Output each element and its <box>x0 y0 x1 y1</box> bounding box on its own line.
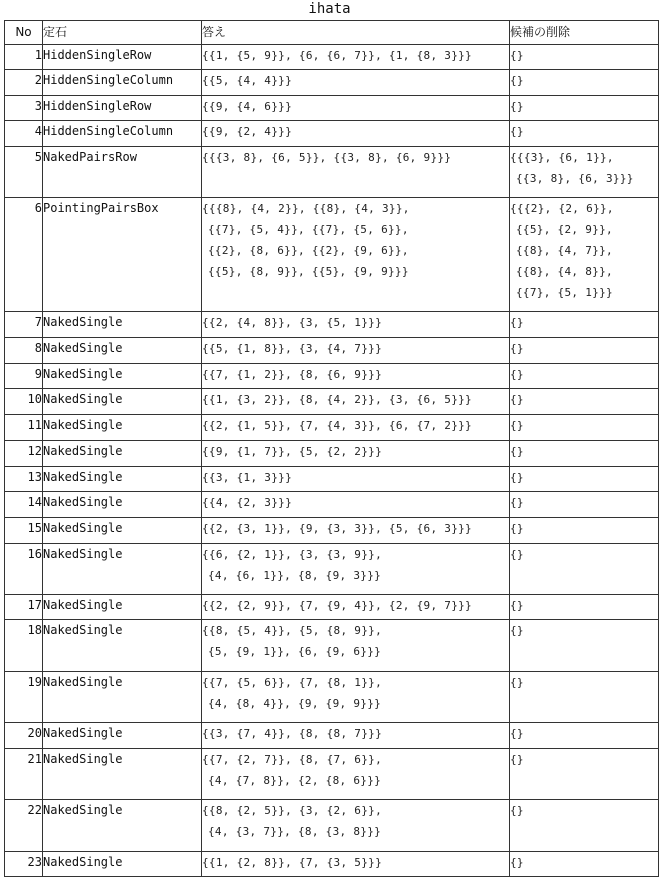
table-row <box>5 544 659 595</box>
row-number: 6 <box>5 198 43 312</box>
elimination-line: {} <box>510 49 524 62</box>
row-answer <box>202 749 510 800</box>
row-elimination <box>510 749 659 800</box>
elimination-line: {} <box>510 445 524 458</box>
table-row <box>5 749 659 800</box>
row-elimination <box>510 364 659 389</box>
answer-line: {{7, {1, 2}}, {8, {6, 9}}} <box>202 368 382 381</box>
elimination-line: {{{2}, {2, 6}}, <box>510 202 614 215</box>
elimination-line: {{7}, {5, 1}}} <box>516 286 613 299</box>
elimination-line: {{{3}, {6, 1}}, <box>510 151 614 164</box>
elimination-line: {} <box>510 368 524 381</box>
answer-line: {{1, {3, 2}}, {8, {4, 2}}, {3, {6, 5}}} <box>202 393 472 406</box>
row-elimination <box>510 45 659 70</box>
row-pattern: NakedSingle <box>43 723 202 749</box>
answer-line: {{7}, {5, 4}}, {{7}, {5, 6}}, <box>208 223 409 236</box>
row-pattern: NakedSingle <box>43 620 202 672</box>
row-number: 20 <box>5 723 43 749</box>
row-pattern: NakedSingle <box>43 364 202 389</box>
row-number: 12 <box>5 441 43 467</box>
row-answer <box>202 800 510 852</box>
row-answer <box>202 852 510 877</box>
row-number: 15 <box>5 518 43 544</box>
row-answer <box>202 338 510 364</box>
table-row <box>5 96 659 121</box>
table-row <box>5 389 659 415</box>
row-pattern: NakedSingle <box>43 441 202 467</box>
row-number: 21 <box>5 749 43 800</box>
row-number: 8 <box>5 338 43 364</box>
row-answer <box>202 492 510 518</box>
elimination-line: {} <box>510 753 524 766</box>
answer-line: {{{3, 8}, {6, 5}}, {{3, 8}, {6, 9}}} <box>202 151 452 164</box>
header-elimination: 候補の削除 <box>510 21 659 45</box>
table-row <box>5 441 659 467</box>
answer-line: {{4, {2, 3}}} <box>202 496 292 509</box>
answer-line: {{7, {5, 6}}, {7, {8, 1}}, <box>202 676 382 689</box>
row-number: 3 <box>5 96 43 121</box>
table-row <box>5 492 659 518</box>
row-number: 10 <box>5 389 43 415</box>
row-elimination <box>510 121 659 147</box>
page-title: ihata <box>308 1 351 17</box>
row-number: 23 <box>5 852 43 877</box>
elimination-line: {} <box>510 125 524 138</box>
row-number: 17 <box>5 595 43 620</box>
table-row <box>5 338 659 364</box>
table-row <box>5 723 659 749</box>
row-pattern: HiddenSingleColumn <box>43 121 202 147</box>
row-elimination <box>510 723 659 749</box>
answer-line: {{3, {1, 3}}} <box>202 471 292 484</box>
answer-line: {4, {8, 4}}, {9, {9, 9}}} <box>208 697 382 710</box>
row-answer <box>202 544 510 595</box>
row-number: 5 <box>5 147 43 198</box>
row-pattern: HiddenSingleRow <box>43 96 202 121</box>
row-number: 2 <box>5 70 43 96</box>
row-elimination <box>510 620 659 672</box>
elimination-line: {} <box>510 599 524 612</box>
answer-line: {{1, {5, 9}}, {6, {6, 7}}, {1, {8, 3}}} <box>202 49 472 62</box>
row-elimination <box>510 312 659 338</box>
row-elimination <box>510 338 659 364</box>
table-row <box>5 467 659 492</box>
row-pattern: PointingPairsBox <box>43 198 202 312</box>
row-answer <box>202 723 510 749</box>
row-answer <box>202 364 510 389</box>
table-row <box>5 518 659 544</box>
row-pattern: NakedSingle <box>43 800 202 852</box>
row-number: 16 <box>5 544 43 595</box>
header-row <box>5 21 659 45</box>
row-pattern: NakedSingle <box>43 338 202 364</box>
answer-line: {{2, {2, 9}}, {7, {9, 4}}, {2, {9, 7}}} <box>202 599 472 612</box>
row-number: 9 <box>5 364 43 389</box>
row-pattern: NakedSingle <box>43 312 202 338</box>
answer-line: {{5, {4, 4}}} <box>202 74 292 87</box>
row-pattern: NakedSingle <box>43 389 202 415</box>
row-elimination <box>510 198 659 312</box>
elimination-line: {{3, 8}, {6, 3}}} <box>516 172 634 185</box>
header-no: No <box>5 21 43 45</box>
table-row <box>5 415 659 441</box>
table-row <box>5 198 659 312</box>
answer-line: {{2, {4, 8}}, {3, {5, 1}}} <box>202 316 382 329</box>
elimination-line: {} <box>510 471 524 484</box>
row-answer <box>202 312 510 338</box>
answer-line: {{1, {2, 8}}, {7, {3, 5}}} <box>202 856 382 869</box>
table-row <box>5 147 659 198</box>
row-elimination <box>510 441 659 467</box>
row-number: 18 <box>5 620 43 672</box>
row-answer <box>202 595 510 620</box>
answer-line: {{2}, {8, 6}}, {{2}, {9, 6}}, <box>208 244 409 257</box>
elimination-line: {{8}, {4, 7}}, <box>516 244 613 257</box>
elimination-line: {} <box>510 624 524 637</box>
elimination-line: {} <box>510 676 524 689</box>
elimination-line: {} <box>510 74 524 87</box>
row-answer <box>202 389 510 415</box>
table-row <box>5 852 659 877</box>
row-pattern: NakedSingle <box>43 749 202 800</box>
row-elimination <box>510 96 659 121</box>
table-row <box>5 364 659 389</box>
row-answer <box>202 441 510 467</box>
row-elimination <box>510 70 659 96</box>
answer-line: {{3, {7, 4}}, {8, {8, 7}}} <box>202 727 382 740</box>
row-pattern: NakedSingle <box>43 415 202 441</box>
elimination-line: {} <box>510 496 524 509</box>
row-elimination <box>510 492 659 518</box>
elimination-line: {} <box>510 727 524 740</box>
row-elimination <box>510 415 659 441</box>
row-elimination <box>510 852 659 877</box>
row-pattern: NakedSingle <box>43 467 202 492</box>
row-answer <box>202 672 510 723</box>
answer-line: {4, {7, 8}}, {2, {8, 6}}} <box>208 774 382 787</box>
header-answer: 答え <box>202 21 510 45</box>
answer-line: {{9, {2, 4}}} <box>202 125 292 138</box>
answer-line: {5, {9, 1}}, {6, {9, 6}}} <box>208 645 382 658</box>
elimination-line: {} <box>510 419 524 432</box>
answer-line: {4, {3, 7}}, {8, {3, 8}}} <box>208 825 382 838</box>
answer-line: {{9, {1, 7}}, {5, {2, 2}}} <box>202 445 382 458</box>
solution-table <box>4 20 659 877</box>
row-answer <box>202 96 510 121</box>
answer-line: {{7, {2, 7}}, {8, {7, 6}}, <box>202 753 382 766</box>
row-pattern: NakedSingle <box>43 672 202 723</box>
row-pattern: HiddenSingleRow <box>43 45 202 70</box>
row-number: 22 <box>5 800 43 852</box>
row-pattern: NakedSingle <box>43 518 202 544</box>
row-pattern: HiddenSingleColumn <box>43 70 202 96</box>
row-pattern: NakedSingle <box>43 544 202 595</box>
answer-line: {{2, {3, 1}}, {9, {3, 3}}, {5, {6, 3}}} <box>202 522 472 535</box>
row-elimination <box>510 147 659 198</box>
row-number: 1 <box>5 45 43 70</box>
table-row <box>5 595 659 620</box>
row-elimination <box>510 672 659 723</box>
answer-line: {4, {6, 1}}, {8, {9, 3}}} <box>208 569 382 582</box>
answer-line: {{{8}, {4, 2}}, {{8}, {4, 3}}, <box>202 202 410 215</box>
row-elimination <box>510 800 659 852</box>
row-answer <box>202 518 510 544</box>
elimination-line: {} <box>510 316 524 329</box>
table-row <box>5 312 659 338</box>
table-row <box>5 620 659 672</box>
table-row <box>5 672 659 723</box>
elimination-line: {{5}, {2, 9}}, <box>516 223 613 236</box>
row-pattern: NakedPairsRow <box>43 147 202 198</box>
elimination-line: {} <box>510 100 524 113</box>
row-pattern: NakedSingle <box>43 595 202 620</box>
row-answer <box>202 620 510 672</box>
row-number: 14 <box>5 492 43 518</box>
row-number: 19 <box>5 672 43 723</box>
row-answer <box>202 415 510 441</box>
table-row <box>5 121 659 147</box>
elimination-line: {} <box>510 393 524 406</box>
row-elimination <box>510 467 659 492</box>
answer-line: {{9, {4, 6}}} <box>202 100 292 113</box>
header-pattern: 定石 <box>43 21 202 45</box>
row-elimination <box>510 544 659 595</box>
elimination-line: {} <box>510 548 524 561</box>
answer-line: {{6, {2, 1}}, {3, {3, 9}}, <box>202 548 382 561</box>
row-answer <box>202 70 510 96</box>
row-pattern: NakedSingle <box>43 492 202 518</box>
elimination-line: {} <box>510 342 524 355</box>
elimination-line: {} <box>510 856 524 869</box>
answer-line: {{8, {2, 5}}, {3, {2, 6}}, <box>202 804 382 817</box>
row-pattern: NakedSingle <box>43 852 202 877</box>
row-answer <box>202 45 510 70</box>
answer-line: {{2, {1, 5}}, {7, {4, 3}}, {6, {7, 2}}} <box>202 419 472 432</box>
answer-line: {{5, {1, 8}}, {3, {4, 7}}} <box>202 342 382 355</box>
row-number: 7 <box>5 312 43 338</box>
row-elimination <box>510 518 659 544</box>
table-row <box>5 45 659 70</box>
answer-line: {{5}, {8, 9}}, {{5}, {9, 9}}} <box>208 265 409 278</box>
row-answer <box>202 147 510 198</box>
row-number: 13 <box>5 467 43 492</box>
table-row <box>5 800 659 852</box>
elimination-line: {{8}, {4, 8}}, <box>516 265 613 278</box>
row-elimination <box>510 595 659 620</box>
answer-line: {{8, {5, 4}}, {5, {8, 9}}, <box>202 624 382 637</box>
table-row <box>5 70 659 96</box>
row-answer <box>202 198 510 312</box>
elimination-line: {} <box>510 804 524 817</box>
row-answer <box>202 121 510 147</box>
row-number: 11 <box>5 415 43 441</box>
row-number: 4 <box>5 121 43 147</box>
row-answer <box>202 467 510 492</box>
row-elimination <box>510 389 659 415</box>
elimination-line: {} <box>510 522 524 535</box>
